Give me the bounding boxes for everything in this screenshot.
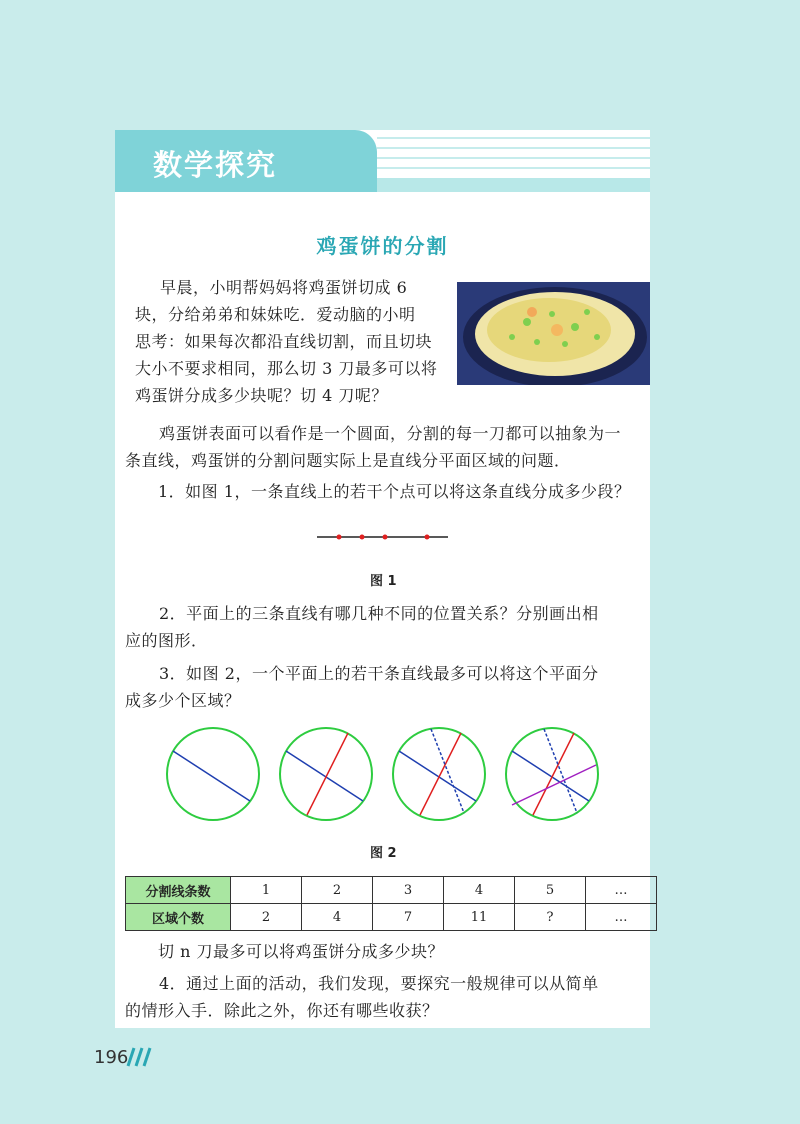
- header-stripes: [377, 130, 650, 192]
- page-number: 196: [94, 1047, 129, 1068]
- figure-1-number-line: [315, 530, 450, 544]
- text-line: 鸡蛋饼分成多少块呢？切 4 刀呢？: [135, 386, 388, 405]
- text-line: 鸡蛋饼表面可以看作是一个圆面，分割的每一刀都可以抽象为一: [159, 424, 622, 443]
- text-line: 块，分给弟弟和妹妹吃．爱动脑的小明: [135, 305, 416, 324]
- section-header: [115, 130, 650, 192]
- table-cell: 7: [373, 904, 444, 931]
- circle-two-lines: [280, 728, 372, 820]
- section-tab: [115, 130, 377, 192]
- figure-2-caption: 图 2: [370, 846, 397, 861]
- text-line: 2．平面上的三条直线有哪几种不同的位置关系？分别画出相: [159, 604, 599, 623]
- text-line: 大小不要求相同，那么切 3 刀最多可以将: [135, 359, 438, 378]
- data-table: [125, 876, 657, 931]
- circle-one-line: [167, 728, 259, 820]
- text-line: 条直线，鸡蛋饼的分割问题实际上是直线分平面区域的问题．: [125, 451, 571, 470]
- circle-four-lines: [506, 728, 598, 820]
- row-label: 区域个数: [126, 904, 231, 931]
- intro-paragraph: [135, 274, 437, 409]
- table-cell: ?: [515, 904, 586, 931]
- text-line: 早晨，小明帮妈妈将鸡蛋饼切成 6: [160, 278, 408, 297]
- paragraph-2: [125, 420, 621, 474]
- table-row: [126, 877, 657, 904]
- table-cell: 4: [444, 877, 515, 904]
- table-cell: 5: [515, 877, 586, 904]
- text-line: 应的图形．: [125, 631, 208, 650]
- question-3: [125, 660, 598, 714]
- question-1: 1．如图 1，一条直线上的若干个点可以将这条直线分成多少段？: [158, 482, 631, 501]
- figure-2-circles: [160, 725, 610, 825]
- text-line: 的情形入手．除此之外，你还有哪些收获？: [125, 1001, 439, 1020]
- egg-pancake-photo: [457, 282, 650, 385]
- row-label: 分割线条数: [126, 877, 231, 904]
- page-number-decoration: [122, 1046, 152, 1068]
- text-line: 成多少个区域？: [125, 691, 241, 710]
- question-2: [125, 600, 599, 654]
- question-4: [125, 970, 599, 1024]
- section-title: 数学探究: [153, 148, 278, 182]
- text-line: 4．通过上面的活动，我们发现，要探究一般规律可以从简单: [159, 974, 599, 993]
- table-row: [126, 904, 657, 931]
- table-cell: …: [586, 904, 657, 931]
- figure-1-caption: 图 1: [370, 574, 397, 589]
- circle-three-lines: [393, 728, 485, 820]
- text-line: 3．如图 2，一个平面上的若干条直线最多可以将这个平面分: [159, 664, 599, 683]
- table-cell: 11: [444, 904, 515, 931]
- table-cell: …: [586, 877, 657, 904]
- article-title: 鸡蛋饼的分割: [316, 234, 449, 258]
- table-cell: 4: [302, 904, 373, 931]
- question-n-cuts: 切 n 刀最多可以将鸡蛋饼分成多少块？: [158, 942, 444, 961]
- table-cell: 2: [302, 877, 373, 904]
- table-cell: 3: [373, 877, 444, 904]
- text-line: 思考：如果每次都沿直线切割，而且切块: [135, 332, 433, 351]
- table-cell: 2: [231, 904, 302, 931]
- table-cell: 1: [231, 877, 302, 904]
